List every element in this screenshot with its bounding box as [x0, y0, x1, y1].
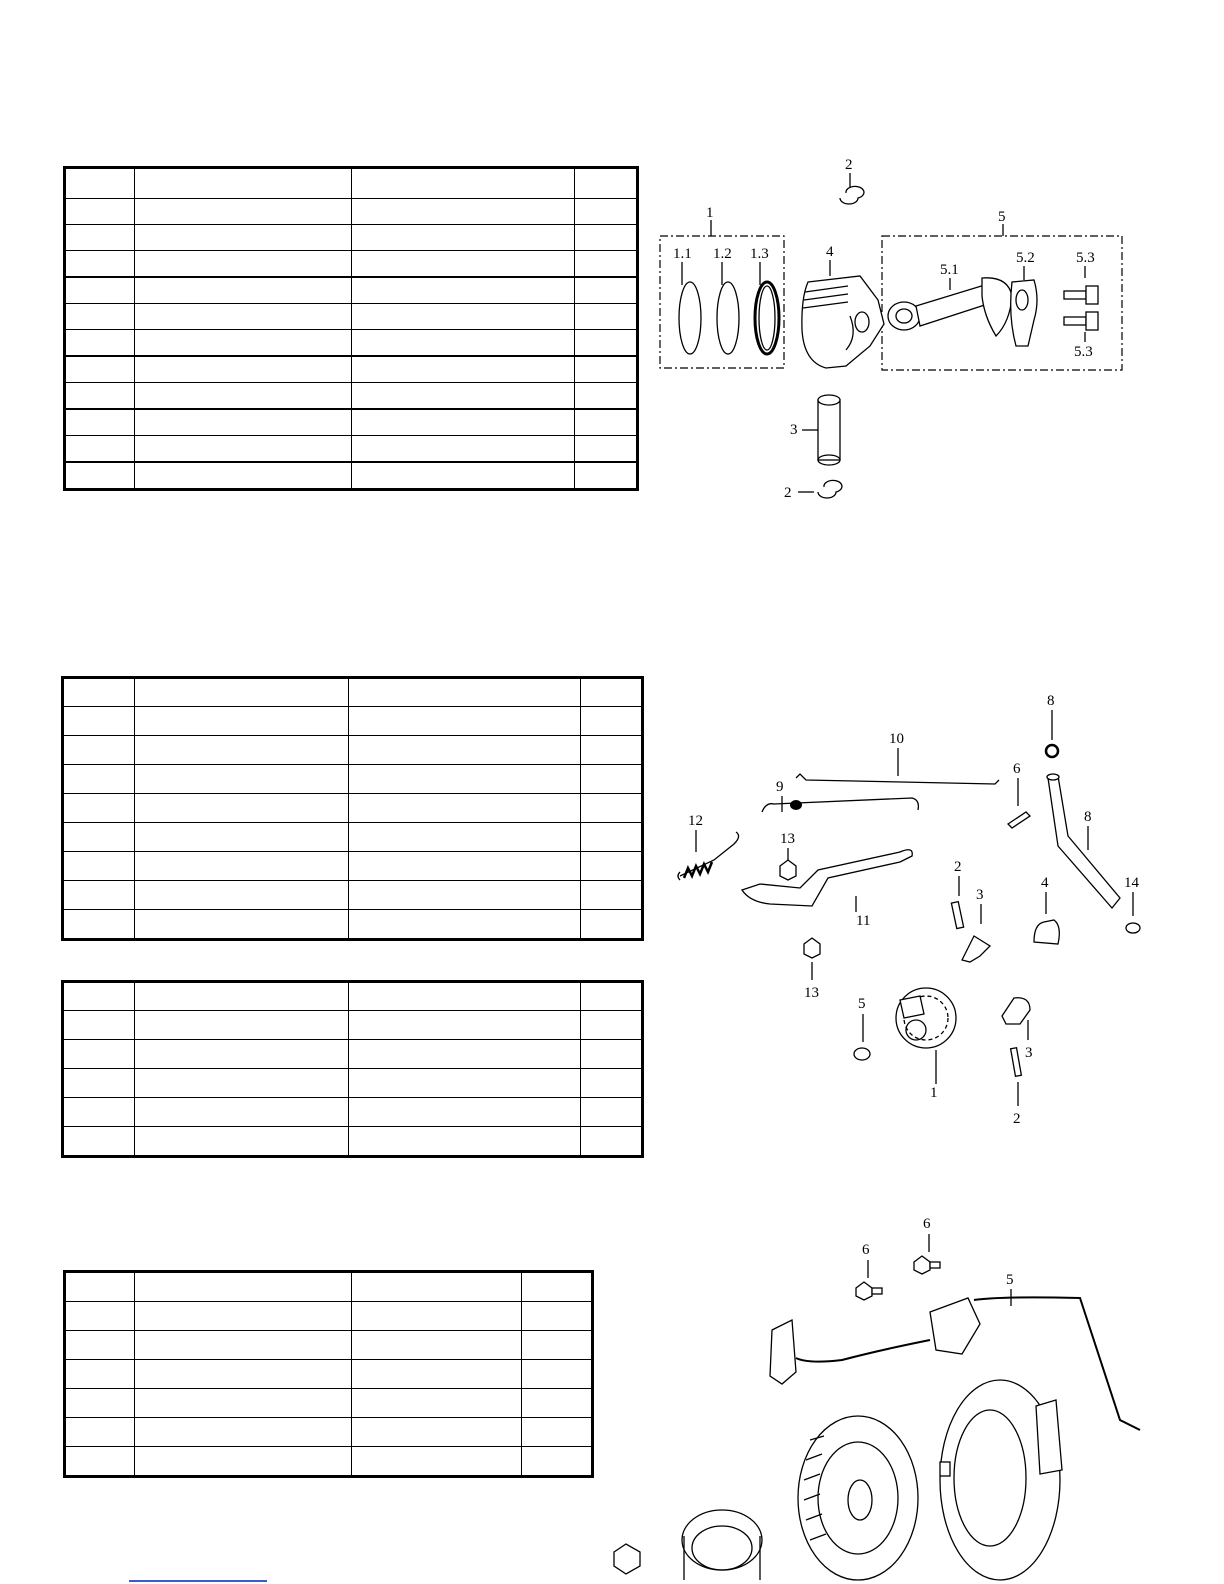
label-2-bottom: 2: [784, 485, 792, 501]
governor-exploded-diagram: [0, 680, 1224, 1130]
governor-pin-top: [951, 902, 963, 929]
gov-label-2-bottom: 2: [1013, 1111, 1021, 1127]
gov-label-10: 10: [889, 731, 904, 747]
governor-weight-top: [962, 936, 990, 962]
gov-label-4: 4: [1041, 875, 1049, 891]
piston-pin-clip-bottom: [818, 480, 842, 498]
gov-label-13-bottom: 13: [804, 985, 819, 1001]
label-1-1: 1.1: [673, 246, 692, 262]
piston-ring-2: [717, 282, 739, 354]
gov-label-6: 6: [1013, 761, 1021, 777]
starter-cup: [682, 1510, 762, 1580]
label-2-top: 2: [845, 157, 853, 173]
governor-weight-bottom: [1002, 998, 1030, 1024]
governor-lever: [742, 850, 912, 906]
governor-spring: [678, 832, 739, 880]
coil-bolt-right: [914, 1256, 940, 1274]
ignition-exploded-diagram: [0, 1200, 1224, 1580]
flywheel: [940, 1380, 1062, 1580]
governor-sleeve: [1034, 920, 1059, 944]
label-1-3: 1.3: [750, 246, 769, 262]
rod-cap: [1011, 280, 1037, 346]
governor-pin-bottom: [1011, 1048, 1022, 1077]
piston: [802, 276, 884, 368]
gov-label-3-bottom: 3: [1025, 1045, 1033, 1061]
rod-bolt-bottom: [1064, 312, 1098, 330]
rod-bolt-top: [1064, 286, 1098, 304]
label-5-2: 5.2: [1016, 250, 1035, 266]
footer-link-underline[interactable]: [129, 1580, 267, 1582]
governor-clip: [1046, 745, 1058, 757]
cotter-pin: [1008, 812, 1030, 828]
piston-rod-exploded-diagram: [0, 0, 1224, 520]
gov-label-5: 5: [858, 996, 866, 1012]
gov-label-3-top: 3: [976, 887, 984, 903]
gov-label-14: 14: [1124, 875, 1139, 891]
label-5-3-top: 5.3: [1076, 250, 1095, 266]
gov-label-7: 8: [1047, 693, 1055, 709]
cooling-fan: [798, 1416, 918, 1580]
label-1-2: 1.2: [713, 246, 732, 262]
piston-pin: [818, 395, 840, 465]
governor-nut-bottom: [804, 938, 820, 958]
ign-label-6-right: 6: [923, 1216, 931, 1232]
governor-arm: [1048, 776, 1120, 908]
coil-bolt-left: [856, 1282, 882, 1300]
gov-label-11: 11: [856, 913, 871, 929]
governor-spring-rod: [762, 798, 918, 812]
label-5-1: 5.1: [940, 262, 959, 278]
gov-label-8-text: 8: [1084, 809, 1092, 825]
piston-ring-1: [679, 282, 701, 354]
gov-label-9: 9: [776, 779, 784, 795]
label-4: 4: [826, 244, 834, 260]
ign-label-6-left: 6: [862, 1242, 870, 1258]
gov-label-1: 1: [930, 1085, 938, 1101]
gov-label-2-top: 2: [954, 859, 962, 875]
piston-pin-clip-top: [840, 186, 864, 204]
gov-label-13-top: 13: [780, 831, 795, 847]
table-row: [63, 1127, 643, 1157]
governor-washer-14: [1126, 923, 1140, 933]
ign-label-5: 5: [1006, 1272, 1014, 1288]
label-5-3-bottom: 5.3: [1074, 344, 1093, 360]
gov-label-12: 12: [688, 813, 703, 829]
governor-nut-top: [780, 860, 796, 880]
label-3: 3: [790, 422, 798, 438]
label-5: 5: [998, 209, 1006, 225]
flywheel-nut: [614, 1544, 640, 1574]
governor-gear: [896, 988, 956, 1048]
ignition-coil: [770, 1297, 1140, 1430]
governor-washer-5: [854, 1048, 870, 1060]
label-1: 1: [706, 205, 714, 221]
